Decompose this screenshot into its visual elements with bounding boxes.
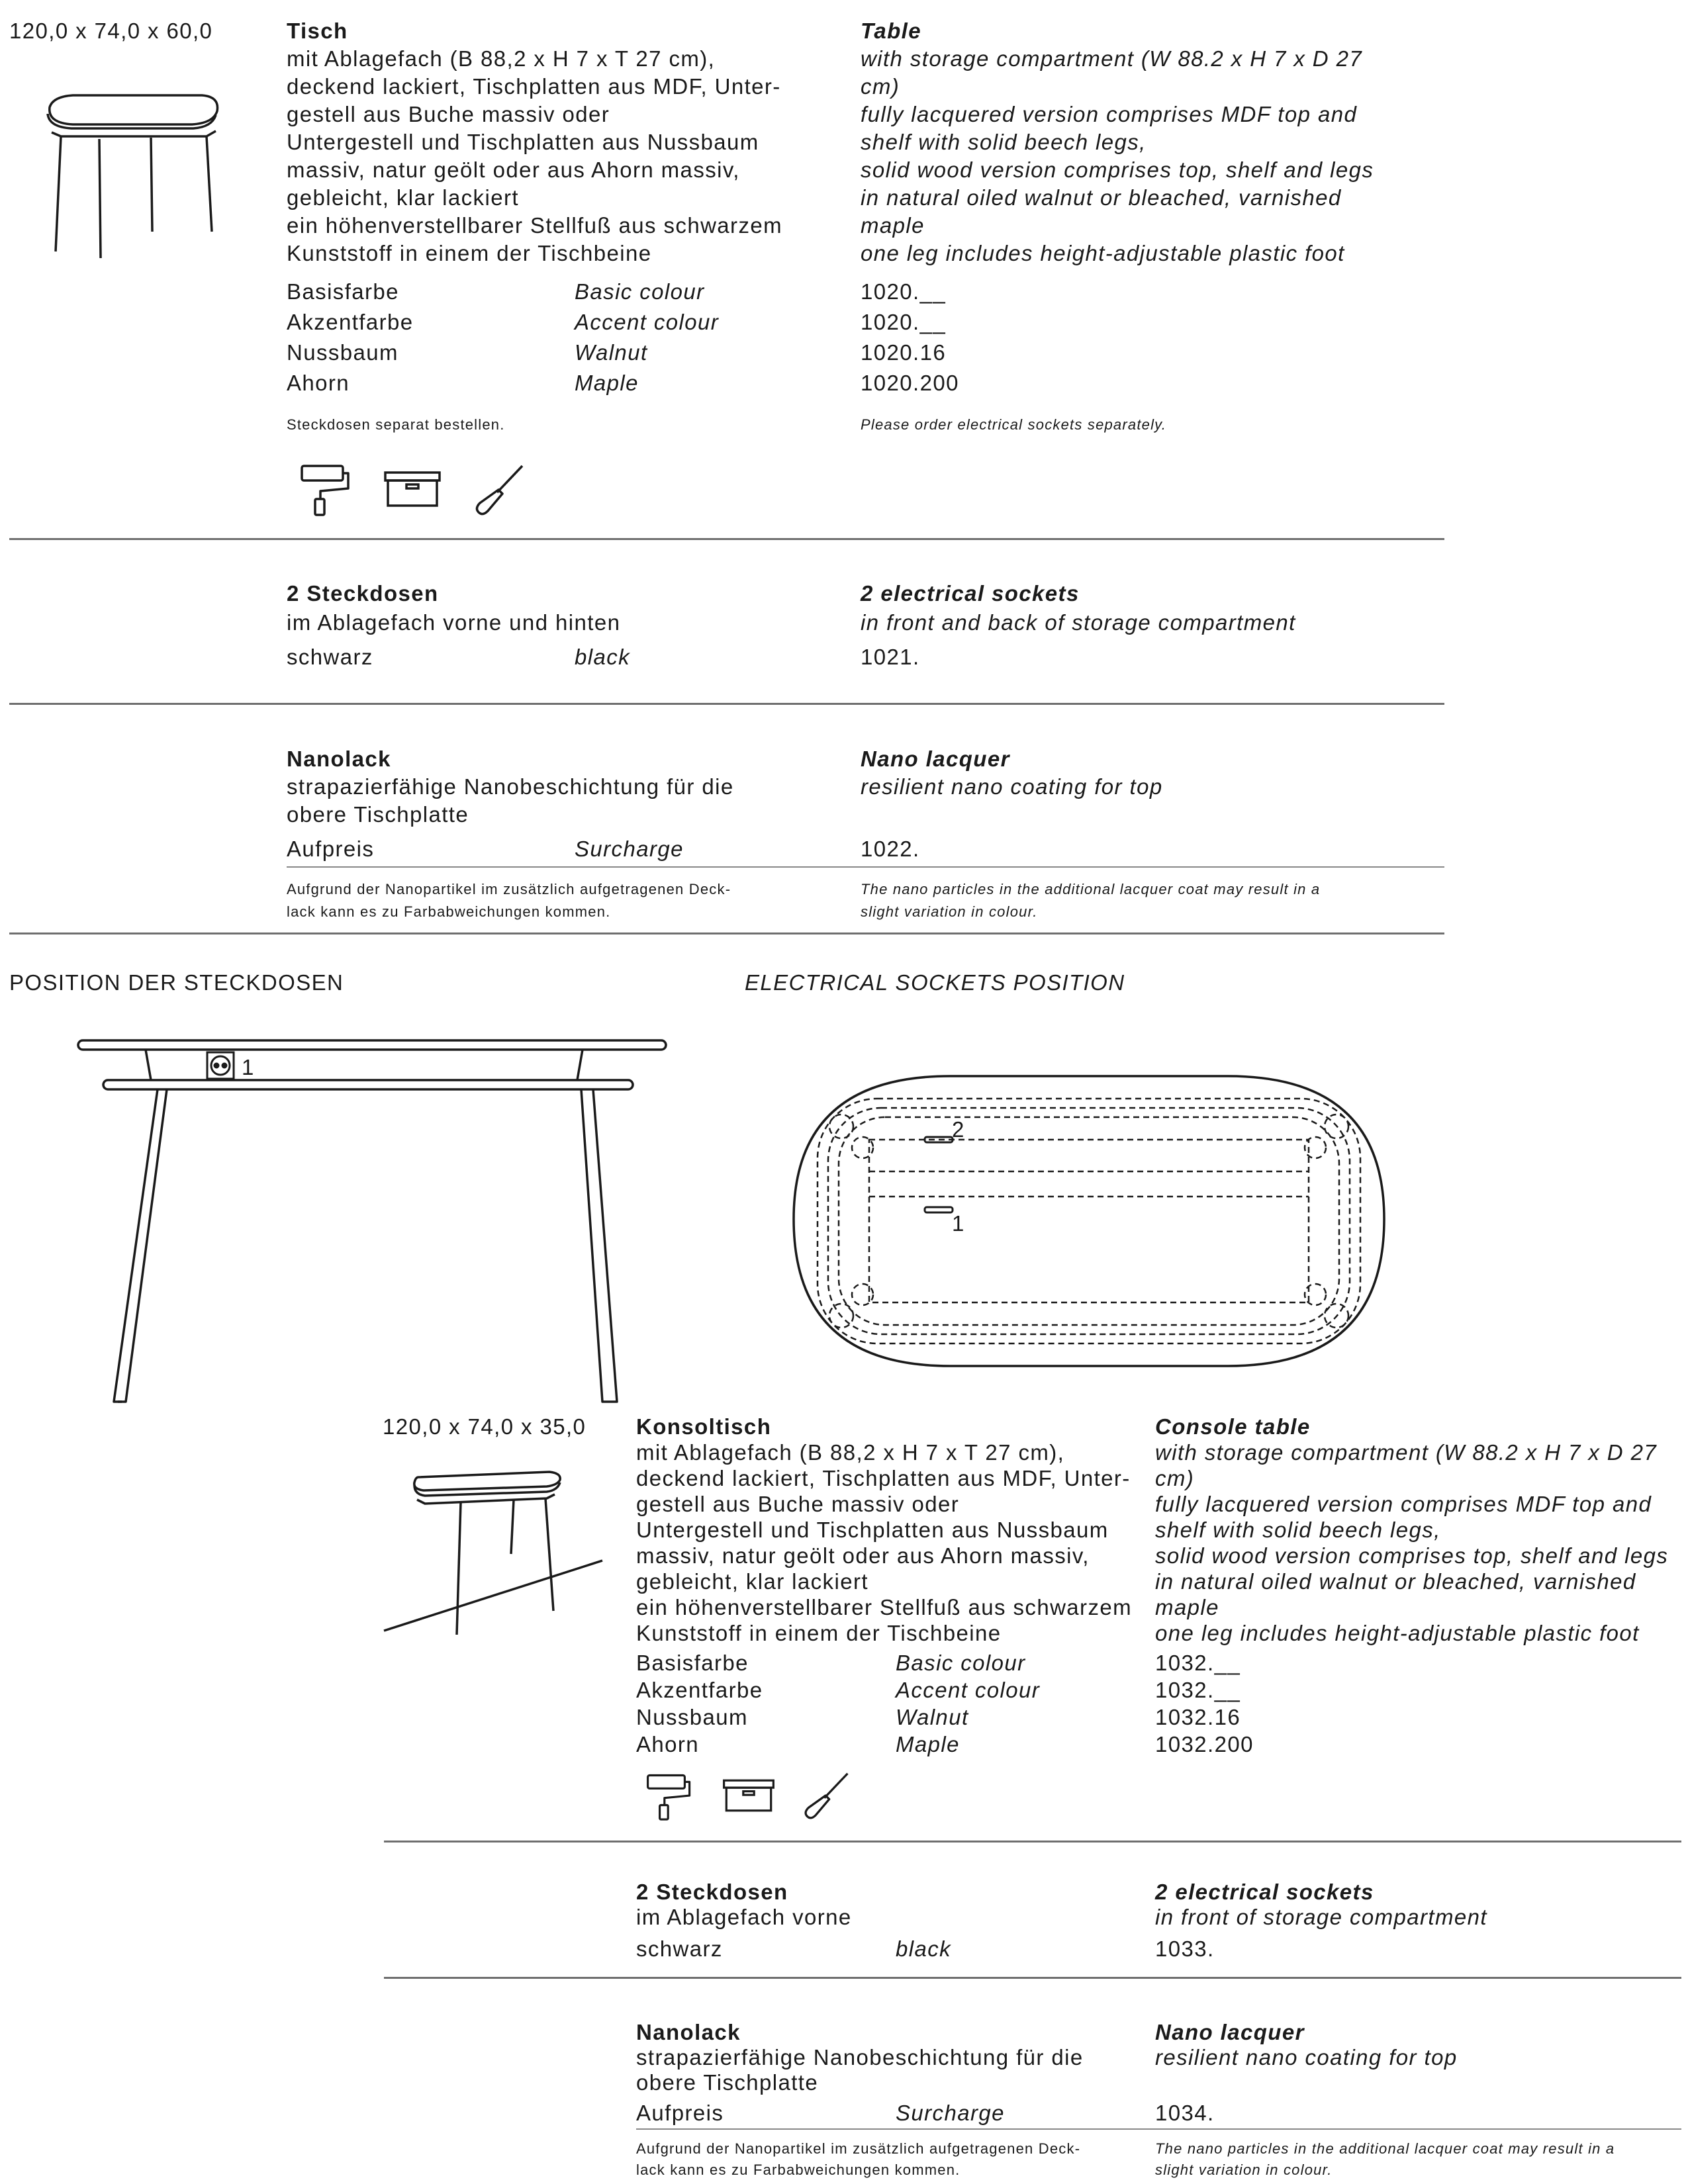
table-variant-de-3: Nussbaum — [287, 340, 399, 365]
console-nano-en-desc: resilient nano coating for top — [1155, 2045, 1458, 2070]
table-nano-en-desc: resilient nano coating for top — [861, 774, 1163, 799]
console-sockets-en-title: 2 electrical sockets — [1155, 1880, 1374, 1904]
side-view-socket-label-1: 1 — [242, 1055, 255, 1079]
paint-roller-icon — [299, 462, 352, 516]
table-de-desc-6: gebleicht, klar lackiert — [287, 185, 519, 210]
positions-heading-en: ELECTRICAL SOCKETS POSITION — [745, 970, 1125, 995]
console-en-desc-7: maple — [1155, 1595, 1219, 1619]
console-de-desc-7: ein höhenverstellbarer Stellfuß aus schwarzem — [636, 1595, 1132, 1619]
console-nano-code: 1034. — [1155, 2101, 1215, 2125]
divider — [9, 933, 1444, 934]
console-variant-en-4: Maple — [896, 1732, 960, 1756]
table-variant-de-1: Basisfarbe — [287, 279, 399, 304]
table-dimensions: 120,0 x 74,0 x 60,0 — [9, 19, 213, 43]
table-de-desc-2: deckend lackiert, Tischplatten aus MDF, Unter- — [287, 74, 781, 99]
console-dimensions: 120,0 x 74,0 x 35,0 — [383, 1414, 586, 1439]
table-en-desc-2: cm) — [861, 74, 900, 99]
screwdriver-icon — [802, 1771, 851, 1820]
console-de-desc-5: massiv, natur geölt oder aus Ahorn massiv, — [636, 1543, 1090, 1568]
top-view-diagram — [791, 1073, 1387, 1371]
table-variant-en-3: Walnut — [575, 340, 648, 365]
paint-roller-icon — [645, 1771, 693, 1821]
console-variant-en-1: Basic colour — [896, 1651, 1026, 1675]
table-de-desc-7: ein höhenverstellbarer Stellfuß aus schwarzem — [287, 213, 782, 238]
console-sockets-de-title: 2 Steckdosen — [636, 1880, 788, 1904]
table-nano-de-title: Nanolack — [287, 747, 391, 771]
console-en-desc-2: cm) — [1155, 1466, 1195, 1490]
table-sockets-de-desc: im Ablagefach vorne und hinten — [287, 610, 621, 635]
storage-box-icon — [383, 470, 442, 508]
table-variant-de-2: Akzentfarbe — [287, 310, 414, 334]
side-view-diagram — [73, 1039, 669, 1410]
table-en-desc-1: with storage compartment (W 88.2 x H 7 x D 27 — [861, 46, 1363, 71]
table-nano-note-en-2: slight variation in colour. — [861, 903, 1038, 920]
table-sockets-de-title: 2 Steckdosen — [287, 581, 439, 606]
table-nano-code: 1022. — [861, 837, 920, 861]
table-illustration — [33, 93, 225, 265]
table-nano-surcharge-en: Surcharge — [575, 837, 684, 861]
table-note-en: Please order electrical sockets separately. — [861, 416, 1167, 433]
console-nano-de-desc-1: strapazierfähige Nanobeschichtung für die — [636, 2045, 1084, 2070]
table-variant-code-1: 1020.__ — [861, 279, 947, 304]
console-nano-de-desc-2: obere Tischplatte — [636, 2070, 819, 2095]
console-de-desc-4: Untergestell und Tischplatten aus Nussbaum — [636, 1518, 1109, 1542]
console-de-desc-1: mit Ablagefach (B 88,2 x H 7 x T 27 cm), — [636, 1440, 1065, 1465]
top-view-socket-label-2: 2 — [952, 1117, 965, 1142]
table-en-desc-8: one leg includes height-adjustable plastic foot — [861, 241, 1345, 265]
table-variant-code-4: 1020.200 — [861, 371, 959, 395]
table-en-desc-4: shelf with solid beech legs, — [861, 130, 1147, 154]
table-nano-de-desc-2: obere Tischplatte — [287, 802, 469, 827]
table-variant-en-1: Basic colour — [575, 279, 705, 304]
table-variant-de-4: Ahorn — [287, 371, 350, 395]
console-nano-surcharge-en: Surcharge — [896, 2101, 1005, 2125]
table-de-desc-8: Kunststoff in einem der Tischbeine — [287, 241, 652, 265]
divider — [9, 703, 1444, 705]
table-de-desc-5: massiv, natur geölt oder aus Ahorn massiv, — [287, 158, 740, 182]
storage-box-icon — [722, 1778, 776, 1813]
table-en-title: Table — [861, 19, 921, 43]
console-variant-de-2: Akzentfarbe — [636, 1678, 763, 1702]
console-variant-en-2: Accent colour — [896, 1678, 1041, 1702]
console-de-desc-6: gebleicht, klar lackiert — [636, 1569, 868, 1594]
table-sockets-color-en: black — [575, 645, 631, 669]
console-nano-surcharge-de: Aufpreis — [636, 2101, 724, 2125]
console-sockets-code: 1033. — [1155, 1936, 1215, 1961]
console-de-desc-2: deckend lackiert, Tischplatten aus MDF, Unter- — [636, 1466, 1131, 1490]
table-de-desc-1: mit Ablagefach (B 88,2 x H 7 x T 27 cm), — [287, 46, 716, 71]
table-en-desc-3: fully lacquered version comprises MDF top and — [861, 102, 1358, 126]
table-en-desc-6: in natural oiled walnut or bleached, varnished — [861, 185, 1342, 210]
table-en-desc-7: maple — [861, 213, 925, 238]
table-note-de: Steckdosen separat bestellen. — [287, 416, 505, 433]
console-en-desc-5: solid wood version comprises top, shelf and legs — [1155, 1543, 1669, 1568]
console-variant-code-3: 1032.16 — [1155, 1705, 1241, 1729]
console-variant-de-1: Basisfarbe — [636, 1651, 749, 1675]
table-variant-en-4: Maple — [575, 371, 639, 395]
table-nano-en-title: Nano lacquer — [861, 747, 1010, 771]
console-en-desc-3: fully lacquered version comprises MDF top and — [1155, 1492, 1652, 1516]
table-sockets-en-title: 2 electrical sockets — [861, 581, 1080, 606]
console-sockets-de-desc: im Ablagefach vorne — [636, 1905, 852, 1929]
console-en-desc-4: shelf with solid beech legs, — [1155, 1518, 1441, 1542]
screwdriver-icon — [473, 463, 526, 516]
console-nano-en-title: Nano lacquer — [1155, 2020, 1305, 2044]
table-en-desc-5: solid wood version comprises top, shelf and legs — [861, 158, 1374, 182]
console-variant-en-3: Walnut — [896, 1705, 969, 1729]
console-de-desc-8: Kunststoff in einem der Tischbeine — [636, 1621, 1002, 1645]
console-variant-code-4: 1032.200 — [1155, 1732, 1254, 1756]
console-en-desc-6: in natural oiled walnut or bleached, varnished — [1155, 1569, 1636, 1594]
table-nano-note-de-1: Aufgrund der Nanopartikel im zusätzlich aufgetragenen Deck- — [287, 881, 731, 897]
divider — [384, 1841, 1681, 1843]
console-nano-note-de-1: Aufgrund der Nanopartikel im zusätzlich aufgetragenen Deck- — [636, 2140, 1081, 2157]
electrical-socket-icon — [207, 1052, 234, 1079]
top-view-socket-label-1: 1 — [952, 1211, 965, 1236]
console-de-title: Konsoltisch — [636, 1414, 772, 1439]
console-variant-de-4: Ahorn — [636, 1732, 700, 1756]
table-nano-note-en-1: The nano particles in the additional lacquer coat may result in a — [861, 881, 1321, 897]
table-sockets-en-desc: in front and back of storage compartment — [861, 610, 1296, 635]
console-variant-de-3: Nussbaum — [636, 1705, 748, 1729]
console-en-desc-8: one leg includes height-adjustable plastic foot — [1155, 1621, 1640, 1645]
console-en-title: Console table — [1155, 1414, 1311, 1439]
table-de-desc-3: gestell aus Buche massiv oder — [287, 102, 610, 126]
console-nano-de-title: Nanolack — [636, 2020, 741, 2044]
table-sockets-code: 1021. — [861, 645, 920, 669]
console-de-desc-3: gestell aus Buche massiv oder — [636, 1492, 960, 1516]
socket-marker-front — [925, 1207, 953, 1212]
console-variant-code-2: 1032.__ — [1155, 1678, 1241, 1702]
divider — [636, 2128, 1681, 2130]
table-de-title: Tisch — [287, 19, 348, 43]
console-nano-note-de-2: lack kann es zu Farbabweichungen kommen. — [636, 2161, 961, 2178]
divider — [287, 866, 1444, 868]
console-sockets-en-desc: in front of storage compartment — [1155, 1905, 1487, 1929]
console-sockets-color-en: black — [896, 1936, 952, 1961]
console-nano-note-en-1: The nano particles in the additional lacquer coat may result in a — [1155, 2140, 1615, 2157]
divider — [384, 1977, 1681, 1979]
table-nano-de-desc-1: strapazierfähige Nanobeschichtung für die — [287, 774, 734, 799]
table-sockets-color-de: schwarz — [287, 645, 373, 669]
divider — [9, 538, 1444, 540]
table-variant-code-3: 1020.16 — [861, 340, 947, 365]
table-variant-en-2: Accent colour — [575, 310, 720, 334]
table-de-desc-4: Untergestell und Tischplatten aus Nussbaum — [287, 130, 759, 154]
console-variant-code-1: 1032.__ — [1155, 1651, 1241, 1675]
table-variant-code-2: 1020.__ — [861, 310, 947, 334]
console-illustration — [384, 1468, 602, 1640]
positions-heading-de: POSITION DER STECKDOSEN — [9, 970, 344, 995]
console-nano-note-en-2: slight variation in colour. — [1155, 2161, 1333, 2178]
console-sockets-color-de: schwarz — [636, 1936, 723, 1961]
console-en-desc-1: with storage compartment (W 88.2 x H 7 x D 27 — [1155, 1440, 1658, 1465]
table-nano-note-de-2: lack kann es zu Farbabweichungen kommen. — [287, 903, 611, 920]
table-nano-surcharge-de: Aufpreis — [287, 837, 375, 861]
